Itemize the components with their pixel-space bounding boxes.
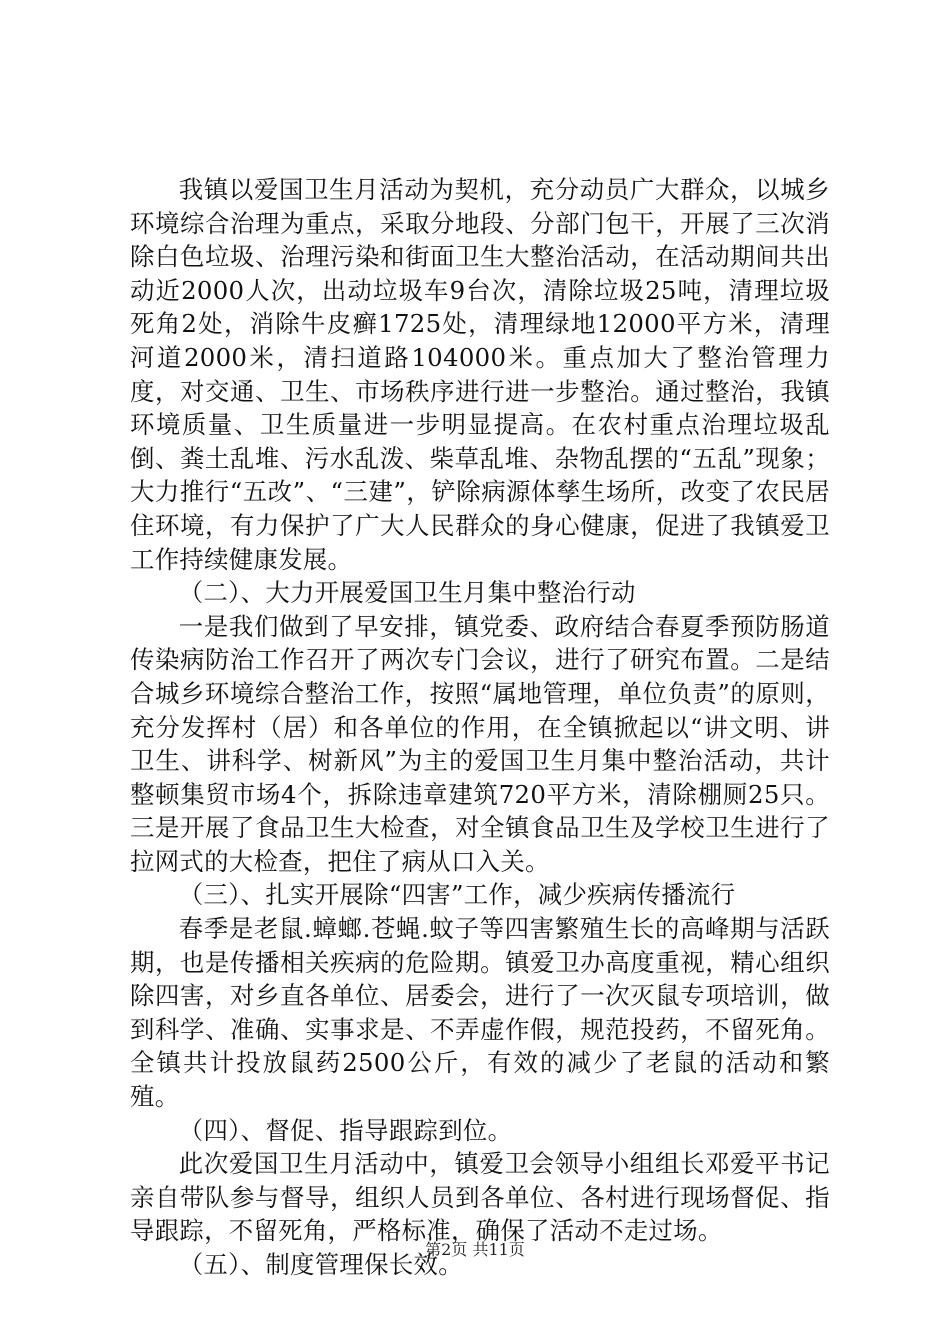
paragraph-section-4: 此次爱国卫生月活动中，镇爱卫会领导小组组长邓爱平书记亲自带队参与督导，组织人员到各单位、各村进行现场督促、指导跟踪，不留死角，严格标准，确保了活动不走过场。	[130, 1149, 830, 1246]
document-body	[130, 173, 830, 1282]
paragraph-campaign-summary: 我镇以爱国卫生月活动为契机，充分动员广大群众，以城乡环境综合治理为重点，采取分地段、分部门包干，开展了三次消除白色垃圾、治理污染和街面卫生大整治活动，在活动期间共出动近2000人次，出动垃圾车9台次，清除垃圾25吨，清理垃圾死角2处，消除牛皮癣1725处，清理绿地12000平方米，清理河道2000米，清扫道路104000米。重点加大了整治管理力度，对交通、卫生、市场秩序进行进一步整治。通过整治，我镇环境质量、卫生质量进一步明显提高。在农村重点治理垃圾乱倒、粪土乱堆、污水乱泼、柴草乱堆、杂物乱摆的“五乱”现象；大力推行“五改”、“三建”，铲除病源体孳生场所，改变了农民居住环境，有力保护了广大人民群众的身心健康，促进了我镇爱卫工作持续健康发展。	[130, 175, 830, 574]
page-number-footer: 第2页 共11页	[425, 1240, 525, 1259]
paragraph-section-3: 春季是老鼠.蟑螂.苍蝇.蚊子等四害繁殖生长的高峰期与活跃期，也是传播相关疾病的危险期。镇爱卫办高度重视，精心组织除四害，对乡直各单位、居委会，进行了一次灭鼠专项培训，做到科学、准确、实事求是、不弄虚作假，规范投药，不留死角。全镇共计投放鼠药2500公斤，有效的减少了老鼠的活动和繁殖。	[130, 914, 830, 1112]
section-heading-2: （二）、大力开展爱国卫生月集中整治行动	[178, 578, 636, 608]
section-heading-4: （四）、督促、指导跟踪到位。	[178, 1115, 513, 1145]
paragraph-section-2: 一是我们做到了早安排，镇党委、政府结合春夏季预防肠道传染病防治工作召开了两次专门会议，进行了研究布置。二是结合城乡环境综合整治工作，按照“属地管理，单位负责”的原则，充分发挥村（居）和各单位的作用，在全镇掀起以“讲文明、讲卫生、讲科学、树新风”为主的爱国卫生月集中整治活动，共计整顿集贸市场4个，拆除违章建筑720平方米，清除棚厕25只。三是开展了食品卫生大检查，对全镇食品卫生及学校卫生进行了拉网式的大检查，把住了病从口入关。	[130, 611, 830, 876]
section-heading-3: （三）、扎实开展除“四害”工作，减少疾病传播流行	[178, 880, 736, 910]
section-heading-5: （五）、制度管理保长效。	[178, 1250, 463, 1279]
